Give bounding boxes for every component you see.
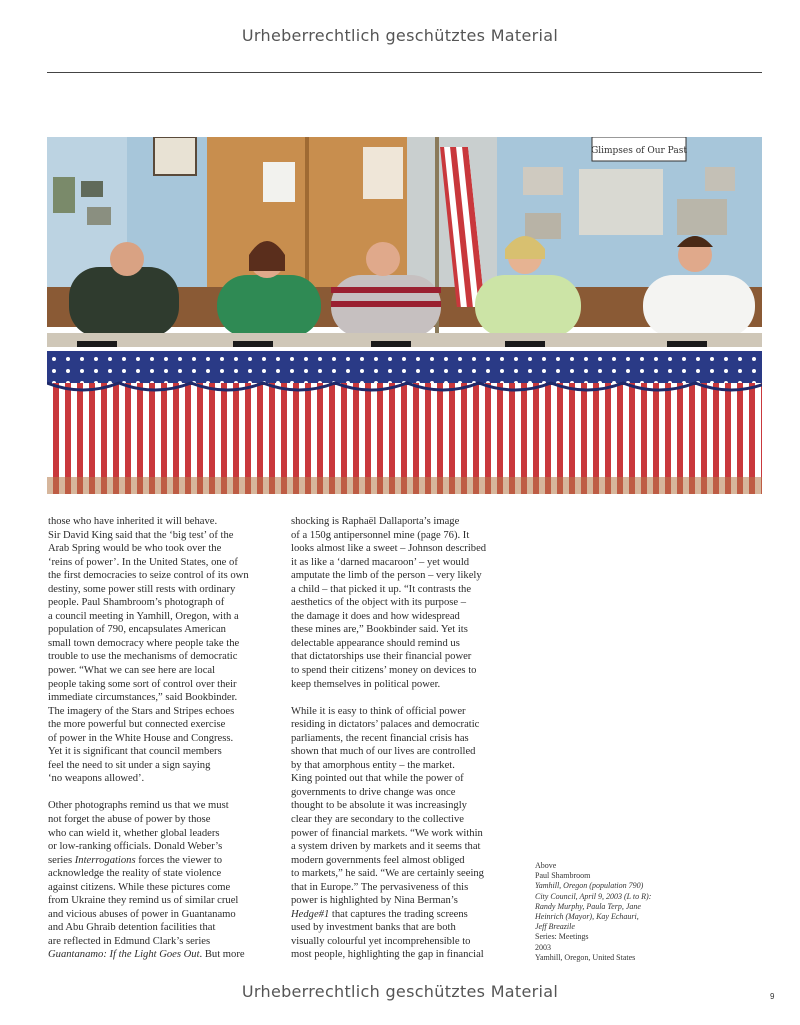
series-title-guantanamo: Guantanamo: If the Light Goes Out — [48, 949, 200, 961]
photo-caption: Above Paul Shambroom Yamhill, Oregon (population 790) City Council, April 9, 2003 (L to R): Randy Murphy, Paula Terp, Jane Heinrich (Mayor), Kay Echauri, Jeff Breazile Series: Meetings 2003 Yamhill, Oregon, United States — [535, 861, 685, 963]
paragraph: shocking is Raphaël Dallaporta’s image of a 150g antipersonnel mine (page 76). It looks almost like a sweet – Johnson described it as like a ‘darned macaroon’ – yet would amputate the limb of the person – very likely a child – that picked it up. “It contrasts the aesthetics of the object with its purpose – the damage it does and how widespread these mines are,” Bookbinder said. Yet its delectable appearance should remind us that dictatorships use their financial power to spend their citizens’ money on devices to keep themselves in political power. — [291, 516, 487, 690]
header-rule — [47, 72, 762, 73]
page-number: 9 — [770, 992, 775, 1001]
caption-series: Series: Meetings — [535, 932, 589, 942]
copyright-watermark-bottom: Urheberrechtlich geschütztes Material — [241, 982, 559, 1001]
copyright-watermark-top: Urheberrechtlich geschütztes Material — [241, 26, 559, 45]
caption-year: 2003 — [535, 942, 551, 952]
paragraph: While it is easy to think of official power residing in dictators’ palaces and democratic parliaments, the recent financial crisis has shown that much of our lives are controlled by that amorphous entity – the market. King pointed out that while the power of governments to drive change was once thought to be absolute it was increasingly clear they are secondary to the collective power of financial markets. “We work within a system driven by markets and it seems that modern governments feel almost obliged to markets,” he said. “We are certainly seeing that in Europe.” The pervasiveness of this power is highlighted by Nina Berman’s Hedge#1 that captures the trading screens used by investment banks that are both visually colourful yet incomprehensible to most people, highlighting the gap in financial — [291, 705, 484, 961]
article-column-left — [48, 515, 276, 962]
article-column-middle — [291, 515, 519, 962]
caption-location: Yamhill, Oregon, United States — [535, 952, 636, 962]
caption-artist: Paul Shambroom — [535, 871, 591, 881]
caption-label: Above — [535, 861, 557, 870]
series-title-interrogations: Interrogations — [74, 854, 136, 866]
council-meeting-photo — [47, 137, 762, 494]
series-title-hedge: Hedge#1 — [291, 908, 330, 920]
paragraph: Other photographs remind us that we must not forget the abuse of power by those who can wield it, whether global leaders or low-ranking officials. Donald Weber’s series Interrogations forces the viewer to acknowledge the reality of state violence against citizens. While these pictures come from Ukraine they remind us of similar cruel and vicious abuses of power in Guantanamo and Abu Ghraib detention facilities that are reflected in Edmund Clark’s series Guantanamo: If the Light Goes Out. But more — [48, 800, 245, 961]
wall-sign-text: Glimpses of Our Past — [591, 146, 687, 156]
paragraph: those who have inherited it will behave. Sir David King said that the ‘big test’ of the Arab Spring would be who took over the ‘reins of power’. In the United States, one of the first democracies to seize control of its own destiny, some power still rests with ordinary people. Paul Shambroom’s photograph of a council meeting in Yamhill, Oregon, with a population of 790, encapsulates American small town democracy where people take the trouble to use the mechanisms of democratic power. “What we can see here are local people taking some sort of control over their immediate circumstances,” said Bookbinder. The imagery of the Stars and Stripes echoes the more powerful but connected exercise of power in the White House and Congress. Yet it is significant that council members feel the need to sit under a sign saying ‘no weapons allowed’. — [48, 516, 249, 785]
